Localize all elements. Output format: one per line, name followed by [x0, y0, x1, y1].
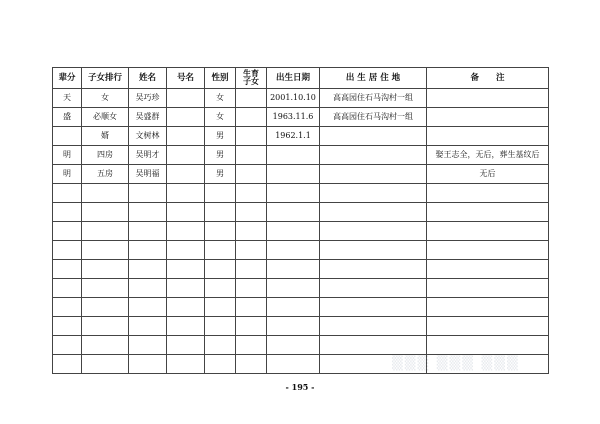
header-name: 姓名: [129, 68, 167, 89]
cell-courtesy-name: [167, 127, 205, 146]
cell-residence: [320, 165, 427, 184]
cell-courtesy-name: [167, 260, 205, 279]
table-row: [53, 222, 549, 241]
cell-residence: [320, 279, 427, 298]
genealogy-table: [52, 67, 549, 374]
header-children-line2: 子女: [243, 76, 259, 87]
cell-birth-date: [267, 184, 320, 203]
cell-generation: [53, 298, 82, 317]
cell-residence: [320, 222, 427, 241]
cell-birth-date: [267, 241, 320, 260]
cell-children: [236, 203, 267, 222]
cell-name: [129, 184, 167, 203]
cell-gender: [205, 222, 236, 241]
cell-birth-date: 2001.10.10: [267, 89, 320, 108]
cell-remarks: [427, 260, 549, 279]
table-row: [53, 127, 549, 146]
table-row: [53, 317, 549, 336]
cell-courtesy-name: [167, 203, 205, 222]
cell-child-rank: 四房: [82, 146, 129, 165]
cell-generation: [53, 355, 82, 374]
table-row: [53, 203, 549, 222]
cell-child-rank: [82, 203, 129, 222]
cell-gender: 女: [205, 108, 236, 127]
cell-child-rank: 婿: [82, 127, 129, 146]
cell-gender: [205, 260, 236, 279]
cell-residence: [320, 203, 427, 222]
header-birth-date: 出生日期: [267, 68, 320, 89]
cell-residence: 高高园住石马沟村一组: [320, 108, 427, 127]
cell-residence: [320, 260, 427, 279]
cell-gender: 男: [205, 165, 236, 184]
cell-generation: [53, 241, 82, 260]
cell-name: [129, 260, 167, 279]
cell-birth-date: [267, 203, 320, 222]
cell-remarks: [427, 241, 549, 260]
cell-children: [236, 108, 267, 127]
cell-gender: [205, 184, 236, 203]
cell-children: [236, 336, 267, 355]
table-row: [53, 108, 549, 127]
cell-birth-date: 1962.1.1: [267, 127, 320, 146]
cell-remarks: [427, 279, 549, 298]
cell-remarks: [427, 108, 549, 127]
cell-gender: 男: [205, 127, 236, 146]
header-children: [236, 68, 267, 89]
table-row: [53, 184, 549, 203]
cell-child-rank: [82, 241, 129, 260]
cell-residence: [320, 336, 427, 355]
cell-generation: [53, 127, 82, 146]
cell-name: [129, 222, 167, 241]
cell-courtesy-name: [167, 279, 205, 298]
cell-child-rank: [82, 298, 129, 317]
cell-children: [236, 146, 267, 165]
cell-name: 吴巧珍: [129, 89, 167, 108]
cell-name: 吴盛群: [129, 108, 167, 127]
cell-gender: [205, 355, 236, 374]
cell-child-rank: [82, 279, 129, 298]
cell-remarks: [427, 203, 549, 222]
cell-birth-date: [267, 355, 320, 374]
cell-gender: 女: [205, 89, 236, 108]
cell-generation: [53, 336, 82, 355]
header-child-rank: 子女排行: [82, 68, 129, 89]
table-row: [53, 336, 549, 355]
cell-birth-date: 1963.11.6: [267, 108, 320, 127]
cell-remarks: 无后: [427, 165, 549, 184]
cell-courtesy-name: [167, 108, 205, 127]
cell-name: [129, 203, 167, 222]
cell-remarks: [427, 317, 549, 336]
cell-residence: [320, 127, 427, 146]
cell-gender: [205, 279, 236, 298]
cell-courtesy-name: [167, 298, 205, 317]
table-row: [53, 165, 549, 184]
cell-courtesy-name: [167, 317, 205, 336]
cell-generation: [53, 260, 82, 279]
cell-gender: [205, 336, 236, 355]
cell-remarks: [427, 336, 549, 355]
header-gender: 性别: [205, 68, 236, 89]
cell-birth-date: [267, 146, 320, 165]
cell-courtesy-name: [167, 165, 205, 184]
cell-birth-date: [267, 165, 320, 184]
cell-birth-date: [267, 222, 320, 241]
cell-child-rank: [82, 355, 129, 374]
cell-residence: 高高园住石马沟村一组: [320, 89, 427, 108]
header-remarks: 备 注: [427, 68, 549, 89]
table-row: [53, 260, 549, 279]
cell-children: [236, 184, 267, 203]
cell-name: [129, 241, 167, 260]
cell-children: [236, 355, 267, 374]
cell-children: [236, 165, 267, 184]
cell-remarks: [427, 89, 549, 108]
table-row: [53, 298, 549, 317]
page-number: - 195 -: [285, 382, 315, 392]
cell-child-rank: [82, 336, 129, 355]
cell-children: [236, 89, 267, 108]
cell-child-rank: [82, 184, 129, 203]
cell-generation: [53, 317, 82, 336]
cell-remarks: [427, 127, 549, 146]
cell-courtesy-name: [167, 241, 205, 260]
header-residence: 出 生 居 住 地: [320, 68, 427, 89]
cell-child-rank: 必顺女: [82, 108, 129, 127]
cell-gender: [205, 241, 236, 260]
cell-children: [236, 241, 267, 260]
cell-remarks: [427, 298, 549, 317]
watermark: ▒▒▒ ▒▒▒ ▒▒▒: [392, 355, 520, 371]
cell-birth-date: [267, 298, 320, 317]
cell-name: 文树林: [129, 127, 167, 146]
cell-generation: [53, 279, 82, 298]
cell-courtesy-name: [167, 184, 205, 203]
header-row: [53, 68, 549, 89]
header-courtesy-name: 号名: [167, 68, 205, 89]
cell-courtesy-name: [167, 89, 205, 108]
cell-generation: 盛: [53, 108, 82, 127]
table-row: [53, 146, 549, 165]
header-generation: 辈分: [53, 68, 82, 89]
cell-gender: [205, 298, 236, 317]
cell-residence: [320, 317, 427, 336]
cell-name: [129, 317, 167, 336]
cell-child-rank: 五房: [82, 165, 129, 184]
cell-name: 吴明才: [129, 146, 167, 165]
cell-generation: 明: [53, 165, 82, 184]
cell-child-rank: [82, 260, 129, 279]
cell-generation: [53, 184, 82, 203]
cell-generation: [53, 222, 82, 241]
cell-children: [236, 298, 267, 317]
cell-name: 吴明福: [129, 165, 167, 184]
cell-courtesy-name: [167, 146, 205, 165]
cell-remarks: [427, 184, 549, 203]
cell-courtesy-name: [167, 355, 205, 374]
cell-gender: [205, 317, 236, 336]
cell-name: [129, 336, 167, 355]
cell-residence: [320, 298, 427, 317]
cell-courtesy-name: [167, 336, 205, 355]
header-children-line1: 生育: [243, 68, 259, 79]
table-row: [53, 89, 549, 108]
cell-courtesy-name: [167, 222, 205, 241]
cell-residence: [320, 146, 427, 165]
cell-birth-date: [267, 317, 320, 336]
cell-generation: 明: [53, 146, 82, 165]
cell-generation: [53, 203, 82, 222]
cell-remarks: 娶王志全，无后，葬生基纹后: [427, 146, 549, 165]
cell-name: [129, 355, 167, 374]
cell-child-rank: 女: [82, 89, 129, 108]
cell-gender: [205, 203, 236, 222]
cell-birth-date: [267, 336, 320, 355]
cell-children: [236, 260, 267, 279]
cell-name: [129, 279, 167, 298]
cell-generation: 天: [53, 89, 82, 108]
table-row: [53, 279, 549, 298]
cell-remarks: [427, 222, 549, 241]
cell-children: [236, 127, 267, 146]
cell-child-rank: [82, 317, 129, 336]
cell-children: [236, 279, 267, 298]
cell-gender: 男: [205, 146, 236, 165]
cell-children: [236, 222, 267, 241]
cell-birth-date: [267, 260, 320, 279]
cell-child-rank: [82, 222, 129, 241]
cell-name: [129, 298, 167, 317]
cell-residence: [320, 241, 427, 260]
cell-children: [236, 317, 267, 336]
cell-residence: [320, 184, 427, 203]
table-row: [53, 241, 549, 260]
cell-birth-date: [267, 279, 320, 298]
